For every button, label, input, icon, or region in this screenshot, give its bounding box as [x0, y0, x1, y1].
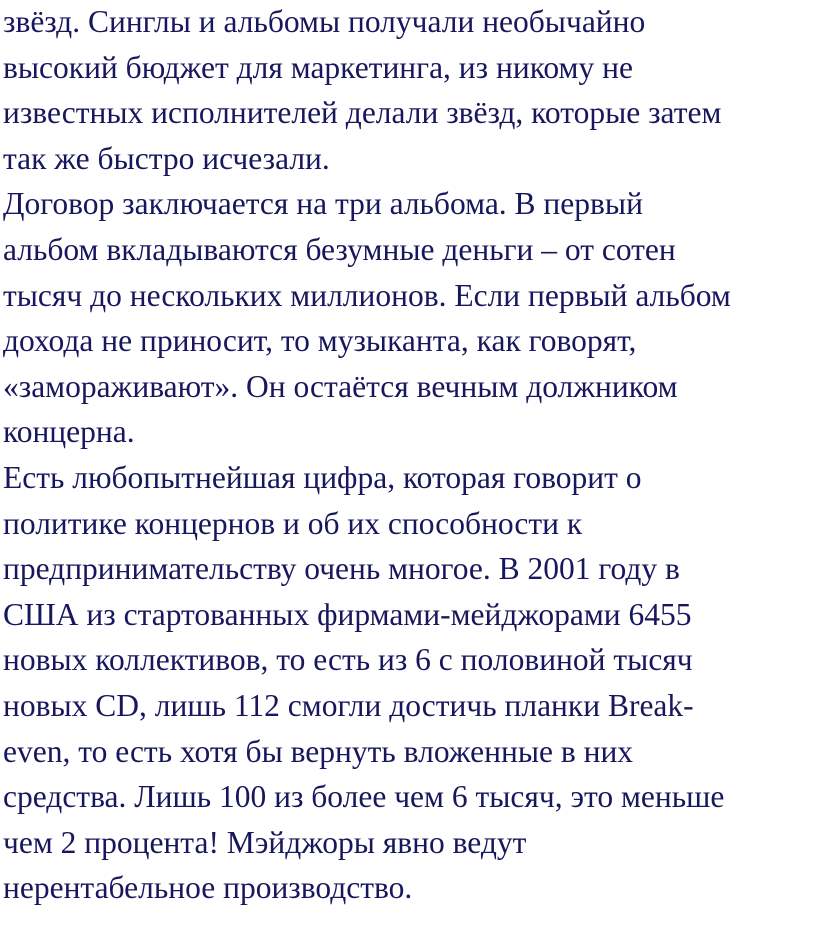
text-line-2: высокий бюджет для маркетинга, из никому не	[3, 49, 633, 85]
text-line-19: чем 2 процента! Мэйджоры явно ведут	[3, 824, 527, 860]
text-line-17: even, то есть хотя бы вернуть вложенные в них	[3, 733, 634, 769]
text-line-5: Договор заключается на три альбома. В первый	[3, 186, 643, 222]
text-line-20: нерентабельное производство.	[3, 870, 413, 906]
text-line-18: средства. Лишь 100 из более чем 6 тысяч, это меньше	[3, 779, 725, 815]
document-text-block	[3, 0, 813, 911]
text-line-12: политике концернов и об их способности к	[3, 505, 583, 541]
text-line-7: тысяч до нескольких миллионов. Если первый альбом	[3, 277, 731, 313]
text-line-8: дохода не приносит, то музыканта, как говорят,	[3, 323, 637, 359]
text-line-3: известных исполнителей делали звёзд, которые затем	[3, 95, 722, 131]
text-line-11: Есть любопытнейшая цифра, которая говорит о	[3, 459, 642, 495]
text-line-9: «замораживают». Он остаётся вечным должником	[3, 368, 678, 404]
text-line-15: новых коллективов, то есть из 6 с половиной тысяч	[3, 642, 693, 678]
text-line-13: предпринимательству очень многое. В 2001 году в	[3, 551, 680, 587]
text-line-10: концерна.	[3, 414, 135, 450]
text-line-1: звёзд. Синглы и альбомы получали необычайно	[3, 4, 646, 39]
text-line-16: новых CD, лишь 112 смогли достичь планки Break-	[3, 687, 694, 723]
text-line-4: так же быстро исчезали.	[3, 140, 330, 176]
text-line-14: США из стартованных фирмами-мейджорами 6455	[3, 596, 692, 632]
text-line-6: альбом вкладываются безумные деньги – от сотен	[3, 231, 676, 267]
